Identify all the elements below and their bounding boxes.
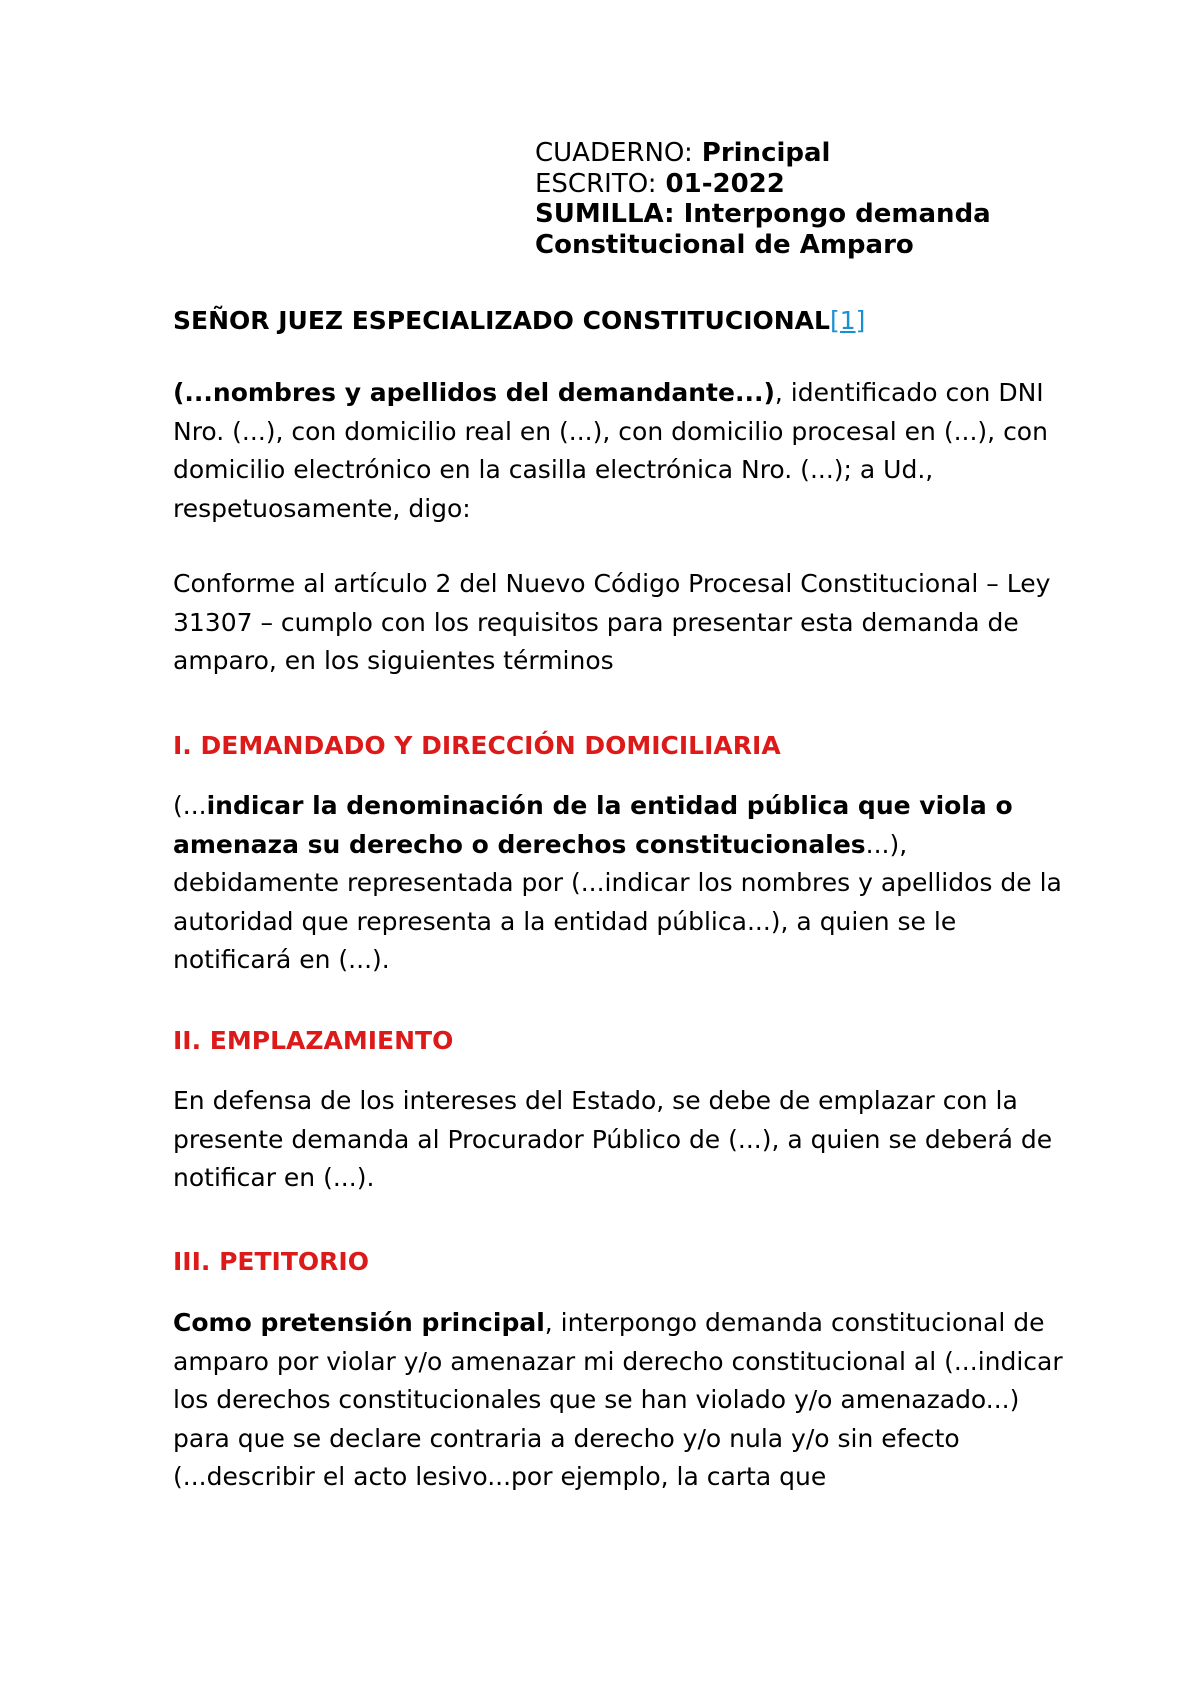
conforme-paragraph xyxy=(173,565,1073,681)
section-2-title: II. EMPLAZAMIENTO xyxy=(173,1026,454,1055)
addressee-text: SEÑOR JUEZ ESPECIALIZADO CONSTITUCIONAL xyxy=(173,306,830,335)
intro-paragraph xyxy=(173,374,1073,528)
section-3-bold: Como pretensión principal xyxy=(173,1308,545,1337)
section-2-paragraph xyxy=(173,1082,1073,1198)
sumilla-label: SUMILLA: xyxy=(535,199,675,229)
section-3-title: III. PETITORIO xyxy=(173,1247,369,1276)
conforme-text: Conforme al artículo 2 del Nuevo Código Procesal Constitucional – Ley 31307 – cumplo con los requisitos para presentar esta demanda de amparo, en los siguientes términos xyxy=(173,569,1051,675)
sumilla-value-line2: Constitucional de Amparo xyxy=(535,229,914,260)
section-1-paragraph xyxy=(173,787,1073,980)
cuaderno-label: CUADERNO: xyxy=(535,138,693,168)
sumilla-line-2 xyxy=(535,230,1095,261)
sumilla-line xyxy=(535,199,1095,230)
intro-rest: , identificado con DNI Nro. (...), con domicilio real en (...), con domicilio procesal en (...), con domicilio electrónico en la casilla electrónica Nro. (...); a Ud., respetuosamente, digo: xyxy=(173,378,1048,523)
escrito-label: ESCRITO: xyxy=(535,168,657,199)
section-2-text: En defensa de los intereses del Estado, se debe de emplazar con la presente demanda al Procurador Público de (...), a quien se deberá de notificar en (...). xyxy=(173,1086,1053,1192)
section-3-rest: , interpongo demanda constitucional de amparo por violar y/o amenazar mi derecho constitucional al (...indicar los derechos constitucionales que se han violado y/o amenazado...) para que se declare contraria a derecho y/o nula y/o sin efecto (...describir el acto lesivo...por ejemplo, la carta que xyxy=(173,1308,1063,1491)
sumilla-value-line1: Interpongo demanda xyxy=(683,199,991,229)
section-1-bold: indicar la denominación de la entidad pública que viola o amenaza su derecho o derechos constitucionales xyxy=(173,791,1013,859)
footnote-link[interactable]: [1] xyxy=(829,306,866,335)
addressee-heading xyxy=(173,302,1073,341)
cuaderno-line xyxy=(535,138,1095,169)
section-1-rest: ...), debidamente representada por (...indicar los nombres y apellidos de la autoridad que representa a la entidad pública...), a quien se le notificará en (...). xyxy=(173,829,1062,974)
escrito-value: 01-2022 xyxy=(665,168,785,199)
cuaderno-value: Principal xyxy=(701,138,831,168)
section-1-title: I. DEMANDADO Y DIRECCIÓN DOMICILIARIA xyxy=(173,731,781,760)
section-3-paragraph xyxy=(173,1304,1073,1497)
section-1-open: (... xyxy=(173,791,207,820)
plaintiff-name-placeholder: (...nombres y apellidos del demandante...) xyxy=(173,378,775,407)
case-header xyxy=(535,138,1095,260)
escrito-line xyxy=(535,169,1095,200)
